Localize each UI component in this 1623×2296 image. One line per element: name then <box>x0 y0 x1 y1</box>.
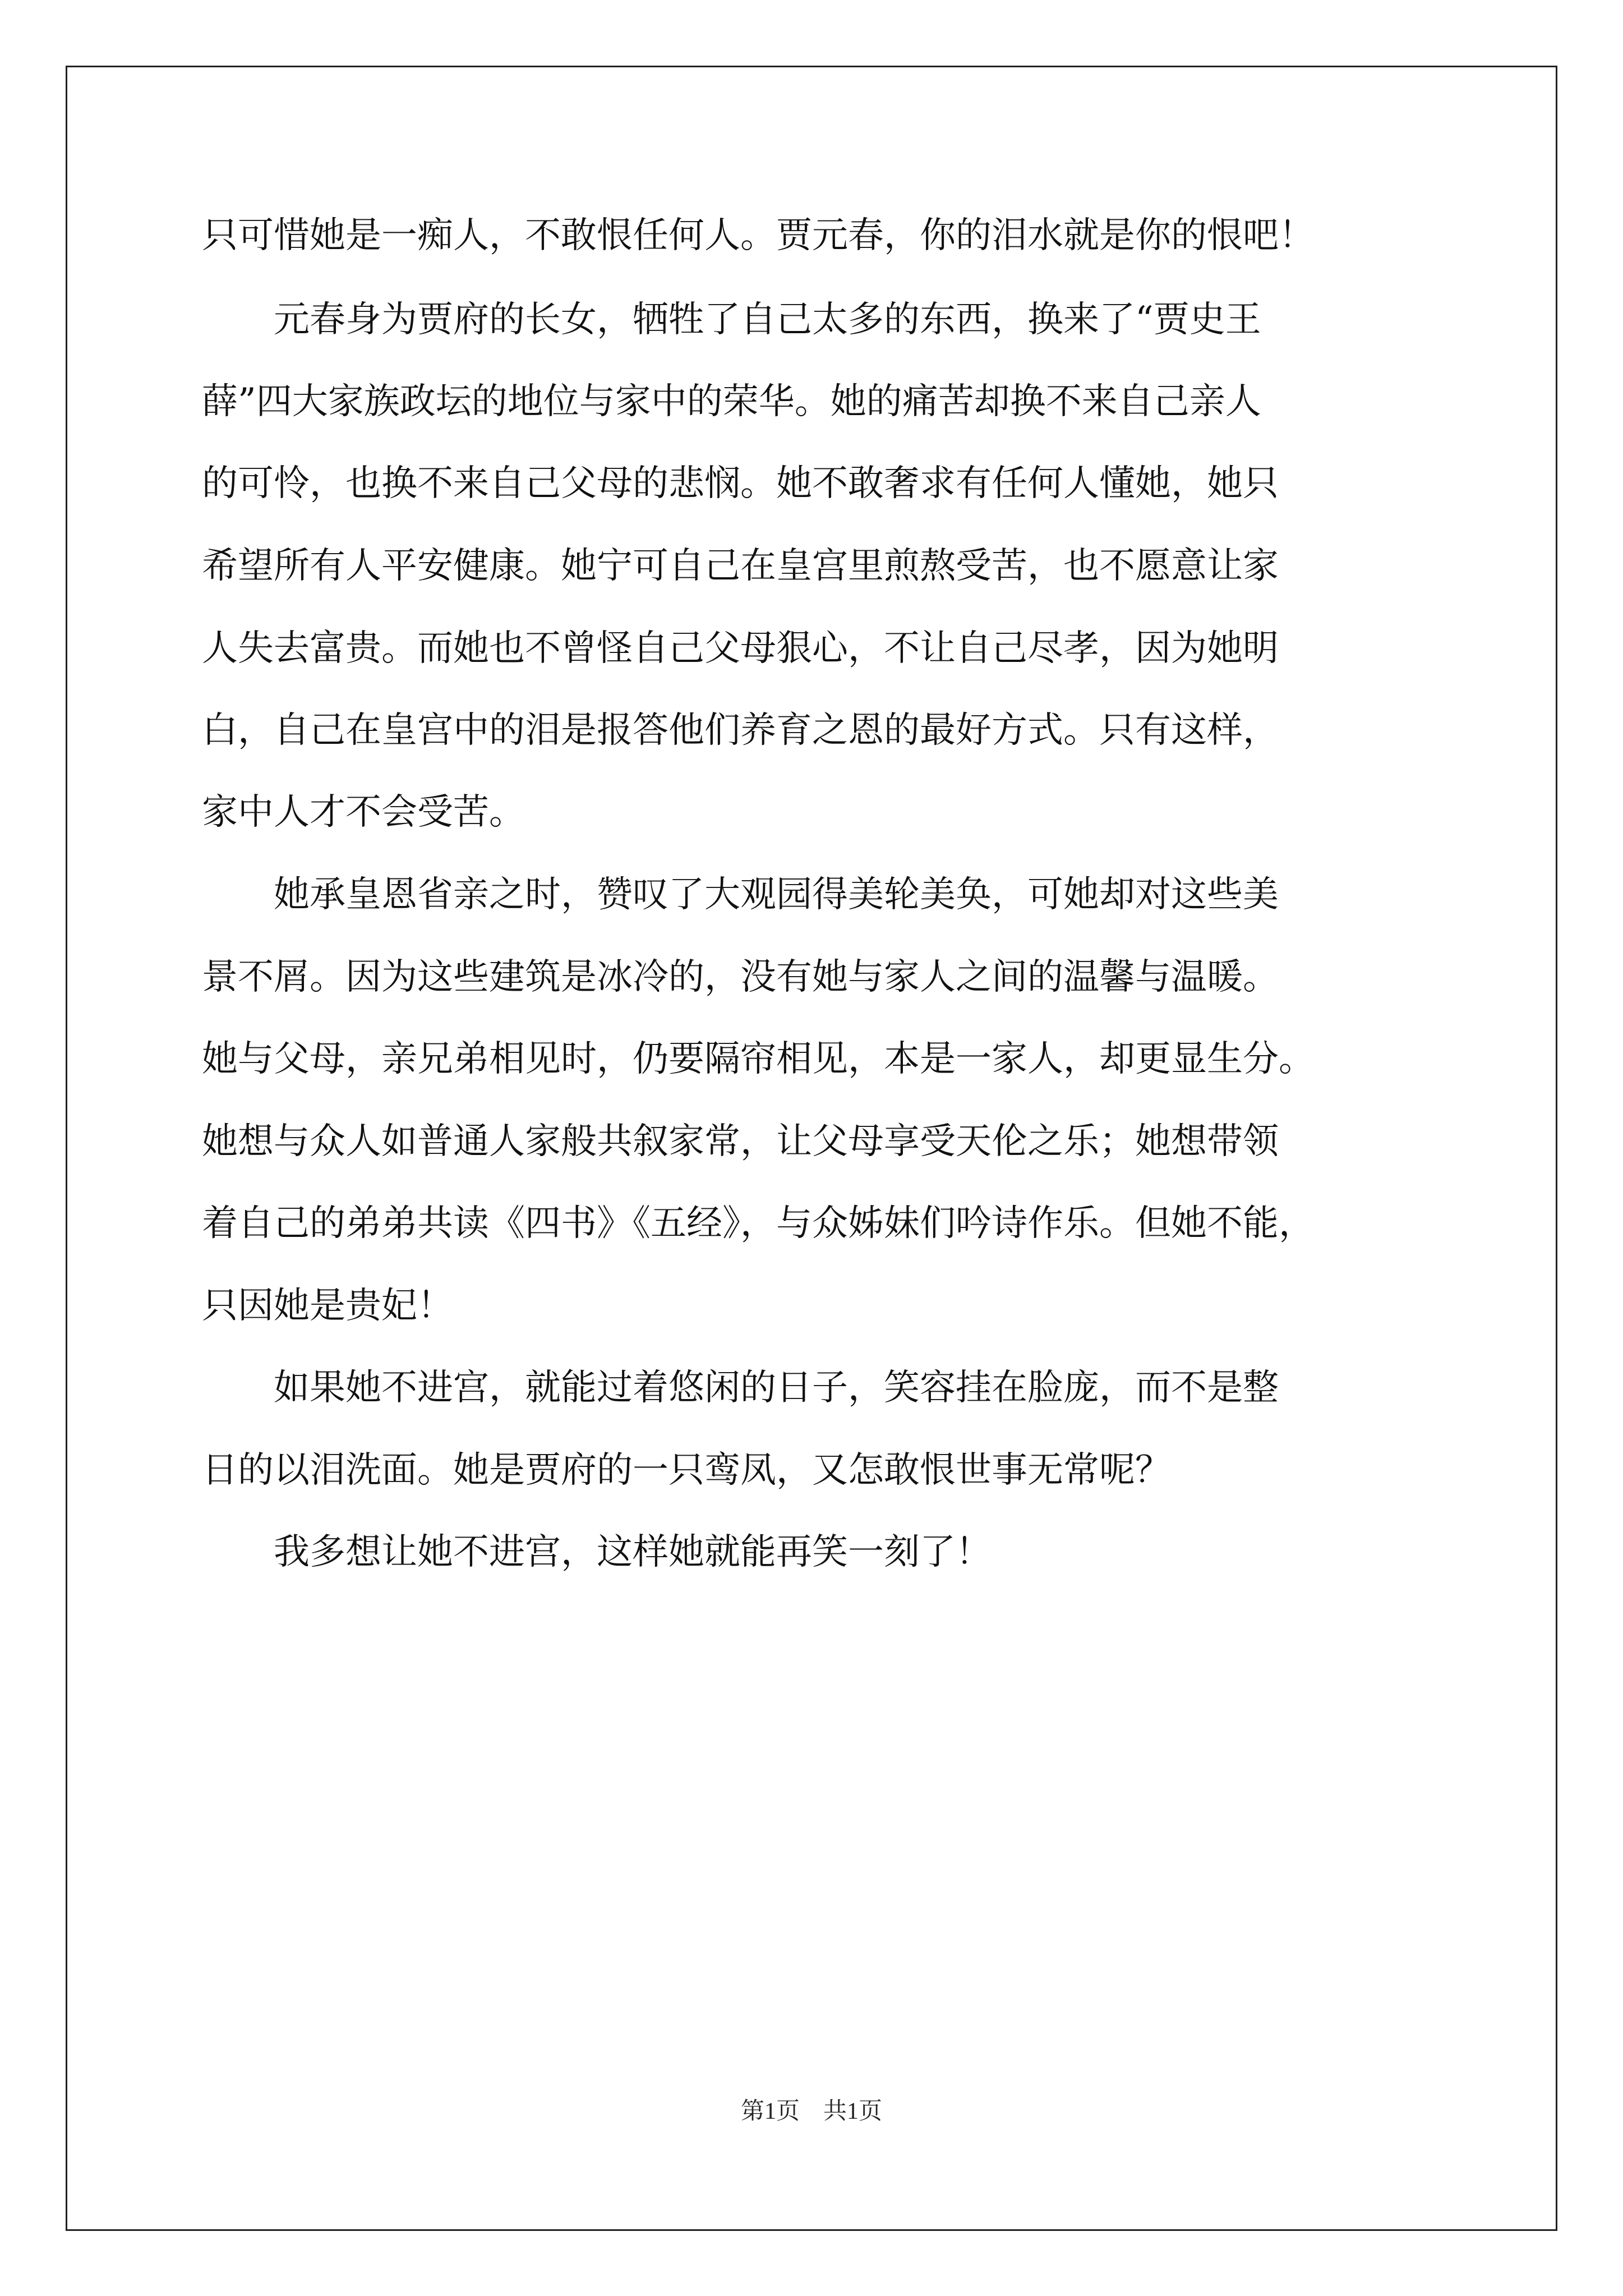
text-line: 家中人才不会受苦。 <box>202 792 525 833</box>
text-line: 白，自己在皇宫中的泪是报答他们养育之恩的最好方式。只有这样， <box>202 710 1279 751</box>
text-line: 人失去富贵。而她也不曾怪自己父母狠心，不让自己尽孝，因为她明 <box>202 628 1279 669</box>
text-line: 希望所有人平安健康。她宁可自己在皇宫里煎熬受苦，也不愿意让家 <box>202 545 1279 587</box>
text-line: 她想与众人如普通人家般共叙家常，让父母享受天伦之乐；她想带领 <box>202 1121 1279 1162</box>
text-line: 只因她是贵妃！ <box>202 1285 453 1327</box>
text-line: 我多想让她不进宫，这样她就能再笑一刻了！ <box>202 1531 992 1573</box>
text-line: 只可惜她是一痴人，不敢恨任何人。贾元春，你的泪水就是你的恨吧！ <box>202 215 1315 256</box>
page-footer: 第1页 共1页 <box>740 2099 882 2124</box>
text-line: 着自己的弟弟共读《四书》《五经》，与众姊妹们吟诗作乐。但她不能， <box>202 1203 1315 1244</box>
text-line: 如果她不进宫，就能过着悠闲的日子，笑容挂在脸庞，而不是整 <box>202 1367 1279 1409</box>
text-line: 元春身为贾府的长女，牺牲了自己太多的东西，换来了“贾史王 <box>202 299 1261 341</box>
text-line: 她承皇恩省亲之时，赞叹了大观园得美轮美奂，可她却对这些美 <box>202 874 1279 915</box>
text-line: 景不屑。因为这些建筑是冰冷的，没有她与家人之间的温馨与温暖。 <box>202 956 1279 998</box>
text-line: 她与父母，亲兄弟相见时，仍要隔帘相见，本是一家人，却更显生分。 <box>202 1038 1315 1080</box>
text-line: 日的以泪洗面。她是贾府的一只鸾凤，又怎敢恨世事无常呢？ <box>202 1450 1171 1491</box>
text-line: 的可怜，也换不来自己父母的悲悯。她不敢奢求有任何人懂她，她只 <box>202 463 1279 504</box>
text-line: 薛”四大家族政坛的地位与家中的荣华。她的痛苦却换不来自己亲人 <box>202 381 1261 422</box>
